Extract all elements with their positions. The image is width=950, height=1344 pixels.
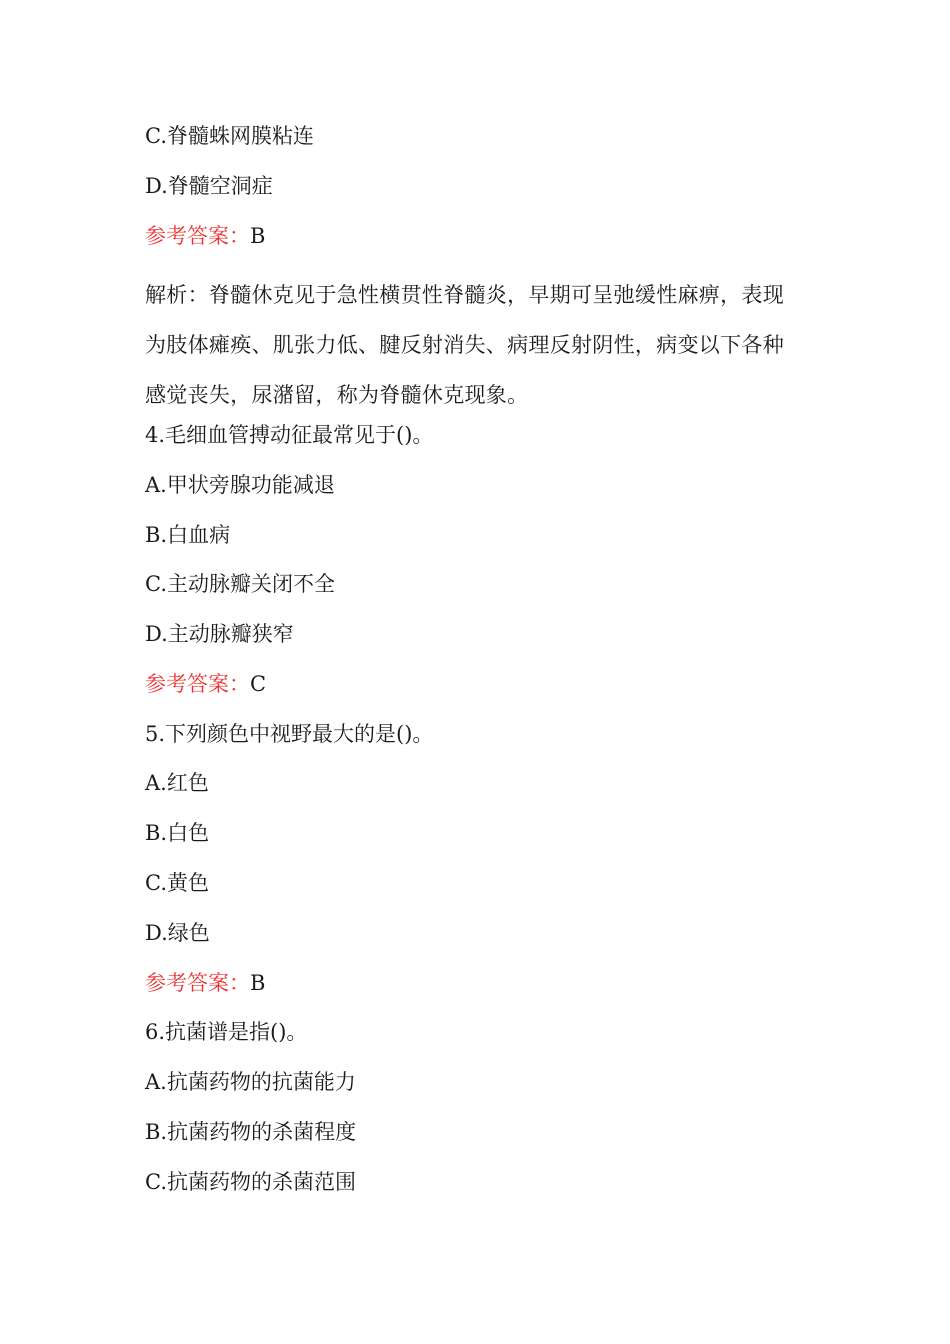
q3-explanation bbox=[145, 270, 815, 420]
q3-option-c: C.脊髓蛛网膜粘连 bbox=[145, 124, 314, 148]
answer-value: C bbox=[250, 672, 267, 696]
explanation-line: 解析：脊髓休克见于急性横贯性脊髓炎，早期可呈弛缓性麻痹，表现 bbox=[145, 283, 784, 307]
q3-answer bbox=[145, 221, 815, 251]
answer-value: B bbox=[250, 971, 266, 995]
q4-option-b: B.白血病 bbox=[145, 523, 231, 547]
answer-label: 参考答案： bbox=[145, 224, 250, 248]
q3-option-d: D.脊髓空洞症 bbox=[145, 174, 273, 198]
answer-label: 参考答案： bbox=[145, 672, 250, 696]
q5-option-c: C.黄色 bbox=[145, 871, 209, 895]
q5-answer bbox=[145, 968, 815, 998]
q4-answer bbox=[145, 669, 815, 699]
q4-option-a: A.甲状旁腺功能减退 bbox=[145, 473, 335, 497]
explanation-line: 感觉丧失，尿潴留，称为脊髓休克现象。 bbox=[145, 383, 529, 407]
q4-option-d: D.主动脉瓣狭窄 bbox=[145, 622, 294, 646]
q6-option-b: B.抗菌药物的杀菌程度 bbox=[145, 1120, 357, 1144]
q5-option-b: B.白色 bbox=[145, 821, 210, 845]
q4-option-c: C.主动脉瓣关闭不全 bbox=[145, 572, 335, 596]
q6-question: 6.抗菌谱是指()。 bbox=[145, 1020, 308, 1044]
q5-option-d: D.绿色 bbox=[145, 921, 210, 945]
q6-option-a: A.抗菌药物的抗菌能力 bbox=[145, 1070, 356, 1094]
explanation-line: 为肢体瘫痪、肌张力低、腱反射消失、病理反射阴性，病变以下各种 bbox=[145, 333, 784, 357]
q5-question: 5.下列颜色中视野最大的是()。 bbox=[145, 722, 434, 746]
answer-label: 参考答案： bbox=[145, 971, 250, 995]
q5-option-a: A.红色 bbox=[145, 771, 209, 795]
q4-question: 4.毛细血管搏动征最常见于()。 bbox=[145, 423, 434, 447]
q6-option-c: C.抗菌药物的杀菌范围 bbox=[145, 1170, 356, 1194]
answer-value: B bbox=[250, 224, 266, 248]
